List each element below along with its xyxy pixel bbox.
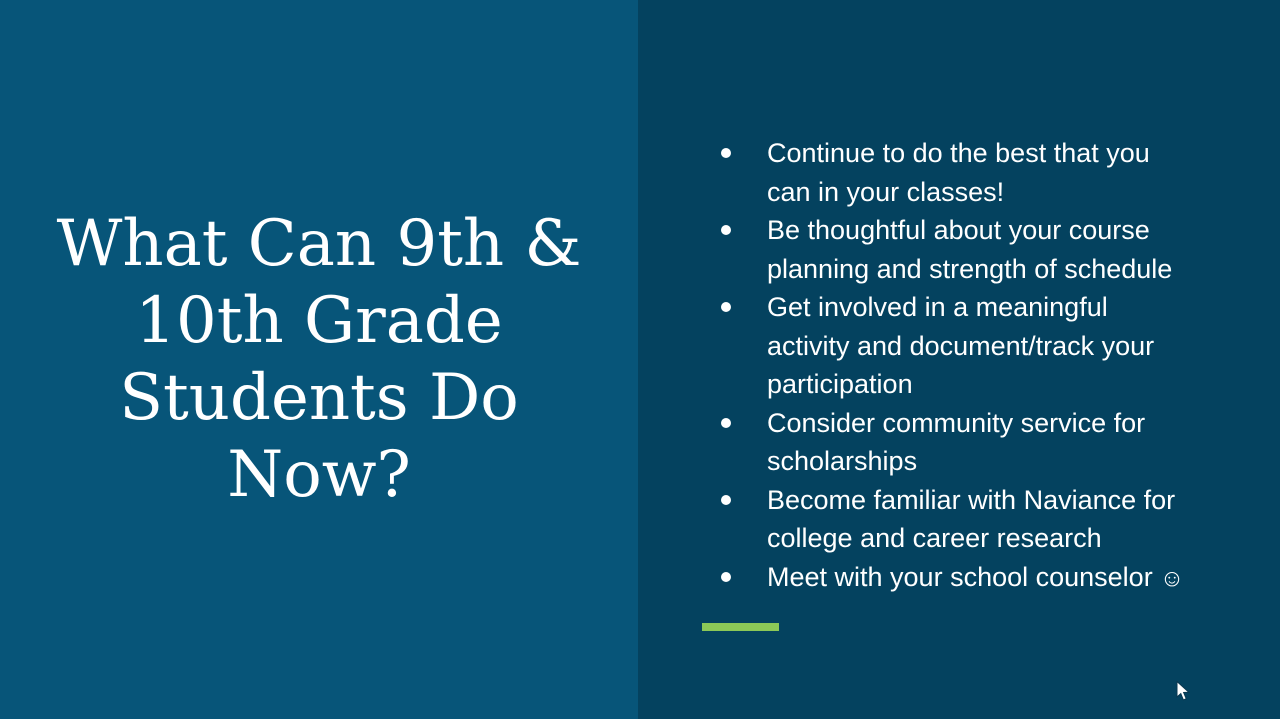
bullet-text: Consider community service for scholarships bbox=[767, 407, 1146, 476]
bullet-text: Continue to do the best that you can in your classes! bbox=[767, 138, 1150, 207]
accent-bar bbox=[702, 623, 779, 631]
list-item bbox=[721, 481, 1191, 558]
bullet-text: Get involved in a meaningful activity and document/track your participation bbox=[767, 292, 1155, 399]
content-panel bbox=[638, 0, 1280, 719]
list-item bbox=[721, 558, 1191, 599]
title-panel bbox=[0, 0, 638, 719]
list-item bbox=[721, 211, 1191, 288]
title-line: 10th Grade bbox=[135, 283, 503, 358]
bullet-text: Become familiar with Naviance for college and career research bbox=[767, 484, 1176, 553]
bullet-list bbox=[721, 134, 1191, 598]
list-item bbox=[721, 288, 1191, 404]
title-line: What Can 9th & bbox=[56, 206, 582, 281]
bullet-text: Be thoughtful about your course planning and strength of schedule bbox=[767, 215, 1173, 284]
mouse-arrow-icon bbox=[1176, 681, 1196, 703]
title-line: Students Do bbox=[119, 360, 519, 435]
list-item bbox=[721, 404, 1191, 481]
smiley-face-icon: ☺ bbox=[1159, 564, 1185, 592]
slide-title bbox=[57, 206, 582, 514]
title-line: Now? bbox=[227, 437, 411, 512]
bullet-text: Meet with your school counselor bbox=[767, 561, 1153, 592]
list-item bbox=[721, 134, 1191, 211]
